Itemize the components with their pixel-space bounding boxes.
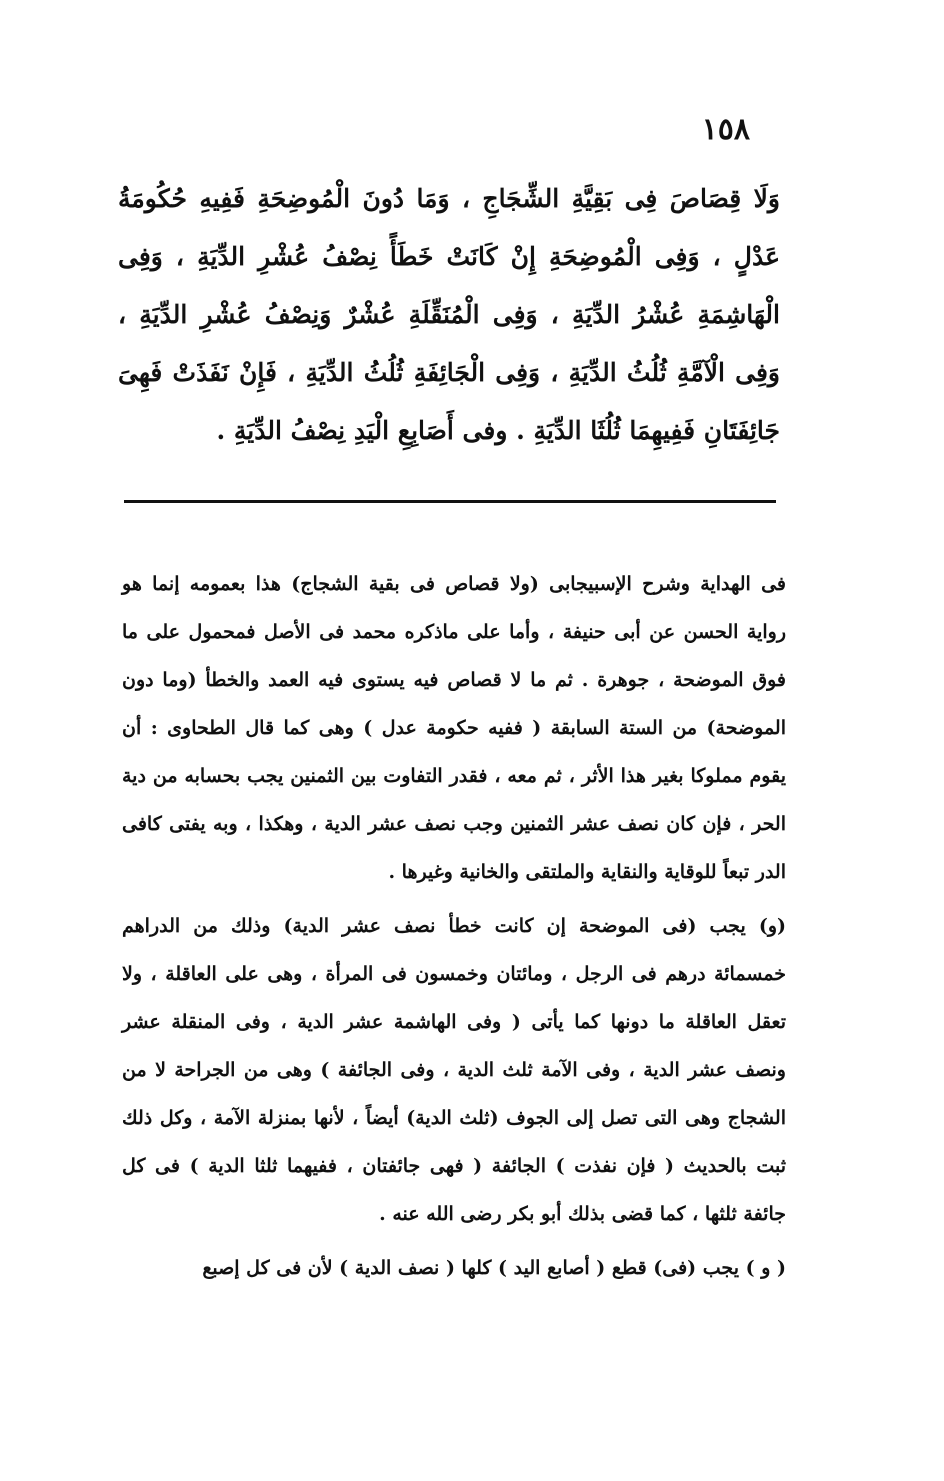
commentary-paragraph: (و) يجب (فى الموضحة إن كانت خطأ نصف عشر الدية) وذلك من الدراهم خمسمائة درهم فى الرجل ، ومائتان وخمسون فى المرأة ، وهى على العاقلة ، ولا تعقل العاقلة ما دونها كما يأتى ( وفى الهاشمة عشر الدية ، وفى المنقلة عشر ونصف عشر الدية ، وفى الآمة ثلث الدية ، وفى الجائفة ) وهى من الجراحة لا من الشجاج وهى التى تصل إلى الجوف (ثلث الدية) أيضاً ، لأنها بمنزلة الآمة ، وكل ذلك ثبت بالحديث ( فإن نفذت ) الجائفة ( فهى جائفتان ، ففيهما ثلثا الدية ) فى كل جائفة ثلثها ، كما قضى بذلك أبو بكر رضى الله عنه . bbox=[122, 915, 786, 1225]
commentary-paragraph: فى الهداية وشرح الإسبيجابى (ولا قصاص فى بقية الشجاج) هذا بعمومه إنما هو رواية الحسن عن أبى حنيفة ، وأما على ماذكره محمد فى الأصل فمحمول على ما فوق الموضحة ، جوهرة . ثم ما لا قصاص فيه يستوى فيه العمد والخطأ (وما دون الموضحة) من الستة السابقة ( ففيه حكومة عدل ) وهى كما قال الطحاوى : أن يقوم مملوكا بغير هذا الأثر ، ثم معه ، فقدر التفاوت بين الثمنين يجب بحسابه من دية الحر ، فإن كان نصف عشر الثمنين وجب نصف عشر الدية ، وهكذا ، وبه يفتى كافى الدر تبعاً للوقاية والنقاية والملتقى والخانية وغيرها . bbox=[122, 573, 786, 883]
separator-line bbox=[124, 500, 776, 503]
commentary-paragraph: ( و ) يجب (فى) قطع ( أصابع اليد ) كلها ( نصف الدية ) لأن فى كل إصبع bbox=[202, 1257, 786, 1279]
commentary bbox=[122, 560, 786, 1298]
main-text: وَلَا قِصَاصَ فِى بَقِيَّةِ الشِّجَاجِ ، وَمَا دُونَ الْمُوضِحَةِ فَفِيهِ حُكُومَةُ عَدْلٍ ، وَفِى الْمُوضِحَةِ إِنْ كَانَتْ خَطَأً نِصْفُ عُشْرِ الدِّيَةِ ، وَفِى الْهَاشِمَةِ عُشْرُ الدِّيَةِ ، وَفِى الْمُنَقِّلَةِ عُشْرٌ وَنِصْفُ عُشْرِ الدِّيَةِ ، وَفِى الْآمَّةِ ثُلُثُ الدِّيَةِ ، وَفِى الْجَائِفَةِ ثُلُثُ الدِّيَةِ ، فَإِنْ نَفَذَتْ فَهِىَ جَائِفَتَانِ فَفِيهِمَا ثُلُثَا الدِّيَةِ . وفى أَصَابِعِ الْيَدِ نِصْفُ الدِّيَةِ . bbox=[118, 184, 780, 445]
page-number: ١٥٨ bbox=[701, 112, 750, 147]
